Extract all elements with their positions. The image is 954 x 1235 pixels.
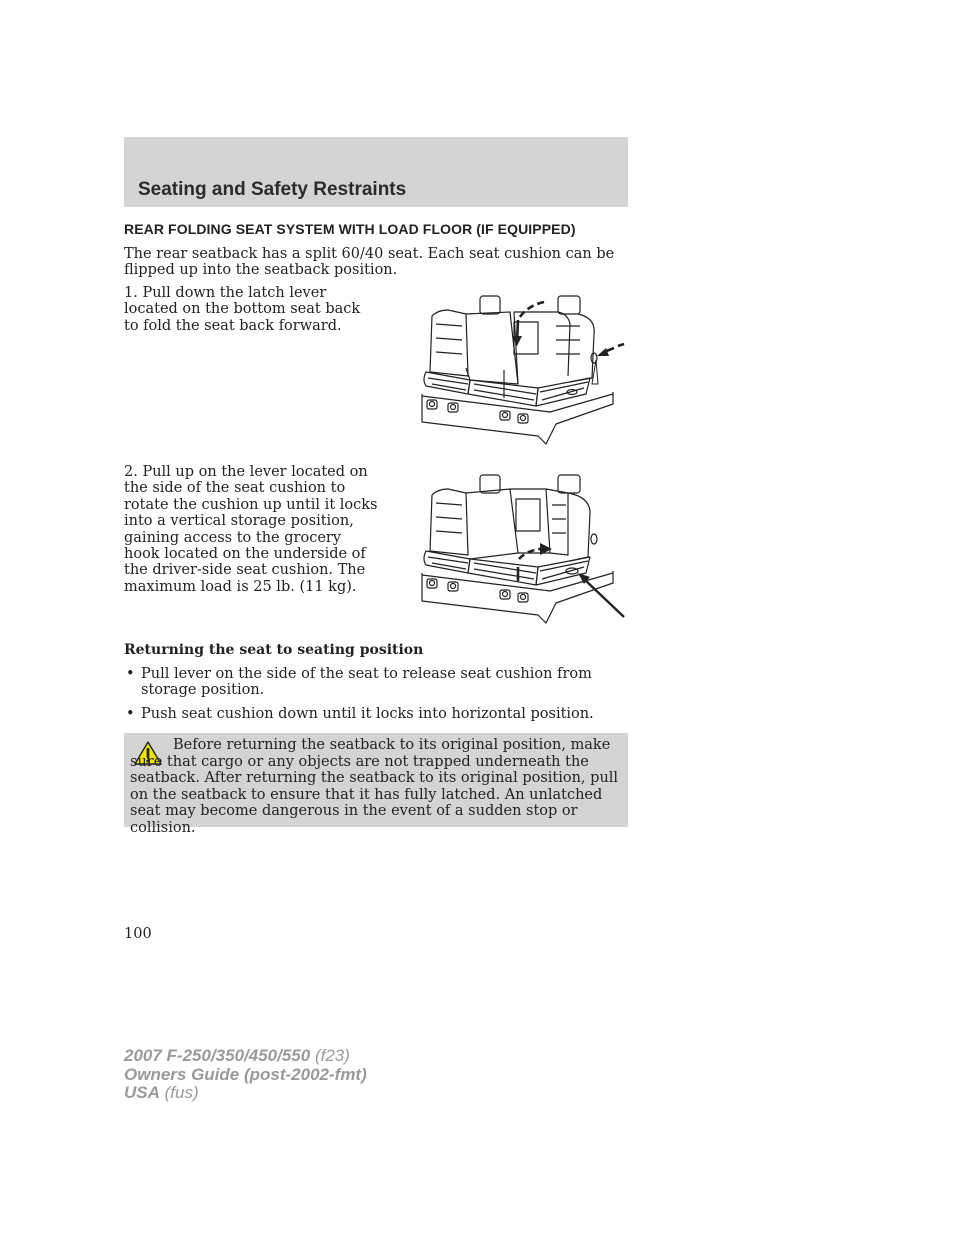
returning-steps-list (124, 666, 628, 729)
list-item (124, 706, 628, 722)
section-heading: REAR FOLDING SEAT SYSTEM WITH LOAD FLOOR (IF EQUIPPED) (124, 221, 576, 237)
list-item (124, 666, 628, 699)
bullet-icon: • (126, 666, 135, 682)
intro-paragraph: The rear seatback has a split 60/40 seat. Each seat cushion can be flipped up into the seatback position. (124, 246, 615, 279)
footer-model: 2007 F-250/350/450/550 (124, 1046, 311, 1065)
header-band (124, 137, 628, 207)
list-item-text: Pull lever on the side of the seat to release seat cushion from storage position. (141, 666, 592, 699)
footer-guide: Owners Guide (post-2002-fmt) (124, 1064, 367, 1084)
footer-model-code: (f23) (310, 1046, 350, 1065)
footer-market: USA (124, 1083, 160, 1102)
step-2-text: 2. Pull up on the lever located on the side of the seat cushion to rotate the cushion up until it locks into a vertical storage position, gaining access to the grocery hook located on the underside of the driver-side seat cushion. The maximum load is 25 lb. (11 kg). (124, 464, 378, 595)
warning-box (124, 733, 628, 836)
warning-text: Before returning the seatback to its original position, make sure that cargo or any objects are not trapped underneath the seatback. After returning the seatback to its original position, pull on the seatback to ensure that it has fully latched. An unlatched seat may become dangerous in the event of a sudden stop or collision. (130, 737, 619, 836)
page-title: Seating and Safety Restraints (138, 179, 407, 200)
page-number: 100 (124, 926, 152, 942)
footer-market-code: (fus) (159, 1083, 199, 1102)
document-footer (124, 1047, 367, 1103)
step-1-text: 1. Pull down the latch lever located on the bottom seat back to fold the seat back forward. (124, 285, 361, 334)
seat-fold-illustration (418, 284, 630, 449)
returning-heading: Returning the seat to seating position (124, 642, 424, 658)
bullet-icon: • (126, 705, 135, 722)
list-item-text: Push seat cushion down until it locks into horizontal position. (141, 705, 594, 722)
seat-cushion-flip-illustration (418, 463, 630, 628)
